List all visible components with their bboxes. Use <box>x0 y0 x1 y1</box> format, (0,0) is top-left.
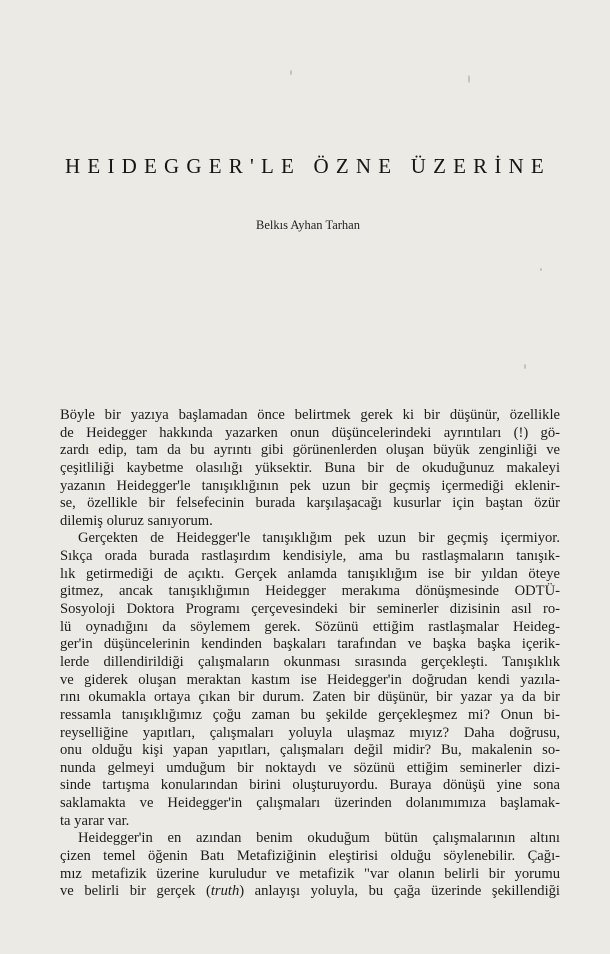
paragraph <box>60 830 560 901</box>
text-line: mız metafizik üzerine kuruludur ve metafizik "var olanın belirli bir yorumu <box>60 865 560 882</box>
text-line: yazanın Heidegger'le tanışıklığının pek uzun bir geçmiş içermediği eklenir- <box>60 477 560 494</box>
paper-speck <box>468 75 470 83</box>
text-line: gitmez, ancak tanışıklığımın Heidegger merakıma dönüşmesinde ODTÜ- <box>60 583 560 600</box>
paper-speck <box>290 70 292 75</box>
text-line: ve giderek oluşan meraktan kastım ise Heidegger'in doğrudan kendi yazıla- <box>60 671 560 688</box>
text-line: Heidegger'in en azından benim okuduğum bütün çalışmalarının altını <box>78 830 560 847</box>
paragraph <box>60 407 560 530</box>
text-line: Sosyoloji Doktora Programı çerçevesindeki bir seminerler dizisinin asıl ro- <box>60 601 560 618</box>
text-line: sinde tartışma konularından birini oluşturuyordu. Buraya dönüşü yine sona <box>60 777 560 794</box>
text-line: nunda gelmeyi umduğum bir noktaydı ve sözünü ettiğim seminerler dizi- <box>60 759 560 776</box>
article-title: HEIDEGGER'LE ÖZNE ÜZERİNE <box>65 154 551 178</box>
text-line: ressamla tanışıklığımız çoğu zaman bu şekilde gerçekleşmez mi? Onun bi- <box>60 706 560 723</box>
text-line: se, özellikle bir felsefecinin burada karşılaşacağı kusurlar için baştan özür <box>60 495 560 512</box>
paragraph <box>60 530 560 830</box>
article-author: Belkıs Ayhan Tarhan <box>256 218 360 232</box>
text-line: saklamakta ve Heidegger'in çalışmaları üzerinden dolanımımıza başlamak- <box>60 795 560 812</box>
text-line: zardı edip, tam da bu ayrıntı gibi görünenlerden oluşan büyük zenginliği ve <box>60 442 560 459</box>
article-body <box>60 407 560 901</box>
text-line: ger'in düşüncelerinin kendinden başkaları tarafından ve başka başka içerik- <box>60 636 560 653</box>
text-line: reyselliğine yapıtları, çalışmaları yoluyla ulaşmaz mıyız? Daha doğrusu, <box>60 724 560 741</box>
text-line: çizen temel öğenin Batı Metafiziğinin eleştirisi olduğu söylenebilir. Çağı- <box>60 848 560 865</box>
text-line: dilemiş oluruz sanıyorum. <box>60 512 213 529</box>
text-line: Gerçekten de Heidegger'le tanışıklığım pek uzun bir geçmiş içermiyor. <box>78 530 560 547</box>
paper-speck <box>540 268 542 271</box>
text-line: lık getirmediği de açıktı. Gerçek anlamda tanışıklığım ise bir yıldan öteye <box>60 565 560 582</box>
text-line: Böyle bir yazıya başlamadan önce belirtmek gerek ki bir düşünür, özellikle <box>60 407 560 423</box>
text-line: rını okumakla ortaya çıkan bir durum. Zaten bir düşünür, bir yazar ya da bir <box>60 689 560 706</box>
text-line: onu olduğu kişi yapan yapıtları, çalışmaları değil midir? Bu, makalenin so- <box>60 742 560 759</box>
text-line: lü oynadığını da söylemem gerek. Sözünü ettiğim rastlaşmalar Heideg- <box>60 618 560 635</box>
text-line: Sıkça orada burada rastlaşırdım kendisiyle, ama bu rastlaşmaların tanışık- <box>60 548 560 565</box>
text-line: lerde dillendirildiği çalışmaların okunması sırasında gerçekleşti. Tanışıklık <box>60 653 560 670</box>
text-line: ta yarar var. <box>60 812 130 829</box>
text-line: çeşitliliği kaybetme olasılığı yüksektir. Buna bir de okuduğunuz makaleyi <box>60 459 560 476</box>
text-line: ve belirli bir gerçek (truth) anlayışı yoluyla, bu çağa üzerinde şekillendiği <box>60 883 560 900</box>
paper-speck <box>524 364 526 369</box>
text-line: de Heidegger hakkında yazarken onun düşüncelerindeki ayrıntıları (!) gö- <box>60 424 560 441</box>
